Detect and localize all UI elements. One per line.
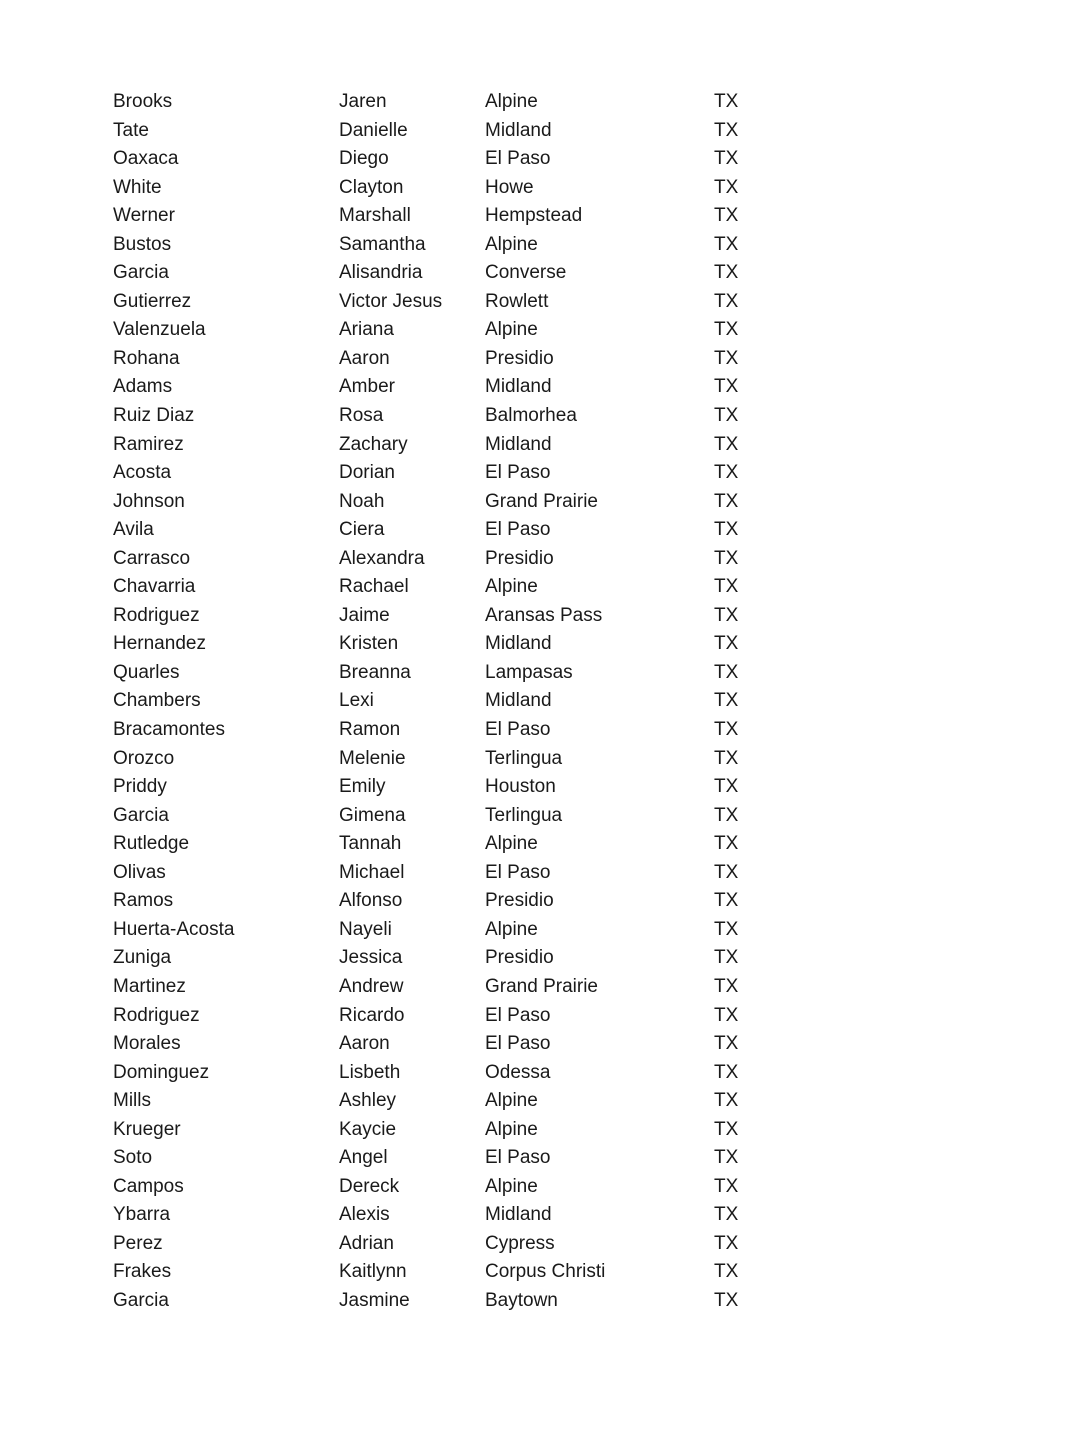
city-cell: Corpus Christi xyxy=(485,1261,606,1283)
last-name-cell: Soto xyxy=(113,1147,153,1169)
last-name-cell: Werner xyxy=(113,205,175,227)
last-name-cell: Gutierrez xyxy=(113,290,192,312)
table-row xyxy=(0,1230,1087,1259)
table-row xyxy=(0,1173,1087,1202)
last-name-cell: Rodriguez xyxy=(113,1004,200,1026)
first-name-cell: Zachary xyxy=(339,433,408,455)
state-cell: TX xyxy=(714,804,739,826)
city-cell: El Paso xyxy=(485,861,551,883)
first-name-cell: Alexis xyxy=(339,1204,390,1226)
city-cell: El Paso xyxy=(485,719,551,741)
state-cell: TX xyxy=(714,119,739,141)
state-cell: TX xyxy=(714,633,739,655)
city-cell: Converse xyxy=(485,262,567,284)
first-name-cell: Dorian xyxy=(339,462,395,484)
city-cell: Alpine xyxy=(485,918,538,940)
first-name-cell: Nayeli xyxy=(339,918,392,940)
city-cell: Midland xyxy=(485,690,552,712)
city-cell: Alpine xyxy=(485,1118,538,1140)
state-cell: TX xyxy=(714,918,739,940)
last-name-cell: Rutledge xyxy=(113,833,190,855)
state-cell: TX xyxy=(714,690,739,712)
first-name-cell: Danielle xyxy=(339,119,408,141)
table-row xyxy=(0,288,1087,317)
state-cell: TX xyxy=(714,661,739,683)
state-cell: TX xyxy=(714,1118,739,1140)
city-cell: El Paso xyxy=(485,148,551,170)
city-cell: Presidio xyxy=(485,890,554,912)
state-cell: TX xyxy=(714,347,739,369)
first-name-cell: Jessica xyxy=(339,947,403,969)
first-name-cell: Ricardo xyxy=(339,1004,405,1026)
table-row xyxy=(0,459,1087,488)
table-row xyxy=(0,316,1087,345)
city-cell: El Paso xyxy=(485,1033,551,1055)
city-cell: Alpine xyxy=(485,576,538,598)
table-row xyxy=(0,573,1087,602)
table-row xyxy=(0,859,1087,888)
table-row xyxy=(0,687,1087,716)
last-name-cell: Campos xyxy=(113,1175,184,1197)
state-cell: TX xyxy=(714,1061,739,1083)
state-cell: TX xyxy=(714,176,739,198)
last-name-cell: Olivas xyxy=(113,861,166,883)
table-row xyxy=(0,602,1087,631)
table-row xyxy=(0,88,1087,117)
first-name-cell: Rachael xyxy=(339,576,409,598)
city-cell: Midland xyxy=(485,376,552,398)
city-cell: Midland xyxy=(485,633,552,655)
last-name-cell: Avila xyxy=(113,519,154,541)
state-cell: TX xyxy=(714,405,739,427)
state-cell: TX xyxy=(714,376,739,398)
state-cell: TX xyxy=(714,462,739,484)
state-cell: TX xyxy=(714,861,739,883)
state-cell: TX xyxy=(714,1090,739,1112)
state-cell: TX xyxy=(714,148,739,170)
last-name-cell: Zuniga xyxy=(113,947,172,969)
first-name-cell: Emily xyxy=(339,776,386,798)
table-row xyxy=(0,145,1087,174)
first-name-cell: Marshall xyxy=(339,205,411,227)
first-name-cell: Ariana xyxy=(339,319,394,341)
state-cell: TX xyxy=(714,1232,739,1254)
table-row xyxy=(0,659,1087,688)
table-row xyxy=(0,916,1087,945)
state-cell: TX xyxy=(714,947,739,969)
state-cell: TX xyxy=(714,91,739,112)
last-name-cell: Tate xyxy=(113,119,149,141)
first-name-cell: Clayton xyxy=(339,176,404,198)
table-row xyxy=(0,773,1087,802)
first-name-cell: Victor Jesus xyxy=(339,290,443,312)
last-name-cell: Dominguez xyxy=(113,1061,210,1083)
first-name-cell: Lisbeth xyxy=(339,1061,401,1083)
first-name-cell: Noah xyxy=(339,490,385,512)
table-row xyxy=(0,117,1087,146)
state-cell: TX xyxy=(714,233,739,255)
city-cell: Terlingua xyxy=(485,747,563,769)
table-row xyxy=(0,259,1087,288)
first-name-cell: Tannah xyxy=(339,833,402,855)
last-name-cell: Hernandez xyxy=(113,633,206,655)
first-name-cell: Michael xyxy=(339,861,405,883)
city-cell: Rowlett xyxy=(485,290,549,312)
last-name-cell: Valenzuela xyxy=(113,319,206,341)
city-cell: El Paso xyxy=(485,462,551,484)
first-name-cell: Kaycie xyxy=(339,1118,397,1140)
city-cell: Howe xyxy=(485,176,534,198)
table-row xyxy=(0,1201,1087,1230)
city-cell: Hempstead xyxy=(485,205,583,227)
table-row xyxy=(0,1287,1087,1316)
last-name-cell: Acosta xyxy=(113,462,172,484)
city-cell: Cypress xyxy=(485,1232,555,1254)
city-cell: Odessa xyxy=(485,1061,551,1083)
last-name-cell: Quarles xyxy=(113,661,180,683)
last-name-cell: Perez xyxy=(113,1232,163,1254)
table-row xyxy=(0,231,1087,260)
city-cell: El Paso xyxy=(485,1147,551,1169)
table-row xyxy=(0,345,1087,374)
city-cell: Midland xyxy=(485,433,552,455)
state-cell: TX xyxy=(714,547,739,569)
table-row xyxy=(0,745,1087,774)
first-name-cell: Angel xyxy=(339,1147,388,1169)
first-name-cell: Jasmine xyxy=(339,1289,410,1311)
table-row xyxy=(0,973,1087,1002)
city-cell: El Paso xyxy=(485,519,551,541)
city-cell: Grand Prairie xyxy=(485,490,598,512)
city-cell: Alpine xyxy=(485,319,538,341)
state-cell: TX xyxy=(714,519,739,541)
city-cell: Grand Prairie xyxy=(485,975,598,997)
table-row xyxy=(0,488,1087,517)
state-cell: TX xyxy=(714,1204,739,1226)
last-name-cell: Brooks xyxy=(113,91,173,112)
table-row xyxy=(0,1144,1087,1173)
state-cell: TX xyxy=(714,776,739,798)
city-cell: Presidio xyxy=(485,347,554,369)
table-row xyxy=(0,1087,1087,1116)
first-name-cell: Dereck xyxy=(339,1175,400,1197)
first-name-cell: Ciera xyxy=(339,519,385,541)
last-name-cell: Ybarra xyxy=(113,1204,171,1226)
first-name-cell: Samantha xyxy=(339,233,426,255)
table-row xyxy=(0,802,1087,831)
table-row xyxy=(0,1030,1087,1059)
first-name-cell: Jaime xyxy=(339,604,390,626)
last-name-cell: Ramos xyxy=(113,890,174,912)
last-name-cell: Garcia xyxy=(113,1289,169,1311)
first-name-cell: Aaron xyxy=(339,347,390,369)
first-name-cell: Jaren xyxy=(339,91,387,112)
table-row xyxy=(0,373,1087,402)
last-name-cell: Mills xyxy=(113,1090,151,1112)
state-cell: TX xyxy=(714,719,739,741)
first-name-cell: Ramon xyxy=(339,719,401,741)
table-row xyxy=(0,202,1087,231)
first-name-cell: Aaron xyxy=(339,1033,390,1055)
table-row xyxy=(0,516,1087,545)
last-name-cell: Orozco xyxy=(113,747,175,769)
first-name-cell: Gimena xyxy=(339,804,406,826)
first-name-cell: Adrian xyxy=(339,1232,394,1254)
first-name-cell: Diego xyxy=(339,148,389,170)
first-name-cell: Rosa xyxy=(339,405,384,427)
city-cell: Alpine xyxy=(485,233,538,255)
first-name-cell: Melenie xyxy=(339,747,406,769)
first-name-cell: Kristen xyxy=(339,633,399,655)
last-name-cell: Adams xyxy=(113,376,173,398)
table-row xyxy=(0,630,1087,659)
state-cell: TX xyxy=(714,290,739,312)
state-cell: TX xyxy=(714,890,739,912)
state-cell: TX xyxy=(714,1261,739,1283)
city-cell: Presidio xyxy=(485,547,554,569)
last-name-cell: Oaxaca xyxy=(113,148,179,170)
state-cell: TX xyxy=(714,604,739,626)
state-cell: TX xyxy=(714,1147,739,1169)
city-cell: Aransas Pass xyxy=(485,604,603,626)
table-row xyxy=(0,887,1087,916)
last-name-cell: Chavarria xyxy=(113,576,196,598)
city-cell: Baytown xyxy=(485,1289,558,1311)
first-name-cell: Lexi xyxy=(339,690,374,712)
last-name-cell: Priddy xyxy=(113,776,167,798)
state-cell: TX xyxy=(714,490,739,512)
last-name-cell: Martinez xyxy=(113,975,186,997)
table-row xyxy=(0,174,1087,203)
state-cell: TX xyxy=(714,205,739,227)
table-row xyxy=(0,830,1087,859)
last-name-cell: Frakes xyxy=(113,1261,172,1283)
state-cell: TX xyxy=(714,319,739,341)
table-row xyxy=(0,545,1087,574)
table-row xyxy=(0,402,1087,431)
first-name-cell: Alisandria xyxy=(339,262,423,284)
last-name-cell: Morales xyxy=(113,1033,181,1055)
last-name-cell: Rohana xyxy=(113,347,180,369)
first-name-cell: Alexandra xyxy=(339,547,425,569)
table-row xyxy=(0,1059,1087,1088)
state-cell: TX xyxy=(714,433,739,455)
table-row xyxy=(0,716,1087,745)
last-name-cell: Rodriguez xyxy=(113,604,200,626)
state-cell: TX xyxy=(714,262,739,284)
last-name-cell: Garcia xyxy=(113,262,169,284)
state-cell: TX xyxy=(714,833,739,855)
city-cell: Terlingua xyxy=(485,804,563,826)
first-name-cell: Ashley xyxy=(339,1090,397,1112)
last-name-cell: Bustos xyxy=(113,233,172,255)
state-cell: TX xyxy=(714,747,739,769)
table-row xyxy=(0,431,1087,460)
city-cell: Presidio xyxy=(485,947,554,969)
table-row xyxy=(0,944,1087,973)
city-cell: El Paso xyxy=(485,1004,551,1026)
state-cell: TX xyxy=(714,975,739,997)
city-cell: Alpine xyxy=(485,1090,538,1112)
city-cell: Alpine xyxy=(485,91,538,112)
first-name-cell: Breanna xyxy=(339,661,411,683)
first-name-cell: Amber xyxy=(339,376,395,398)
city-cell: Lampasas xyxy=(485,661,573,683)
roster-table xyxy=(0,88,1087,1316)
table-row xyxy=(0,1116,1087,1145)
state-cell: TX xyxy=(714,1289,739,1311)
first-name-cell: Andrew xyxy=(339,975,404,997)
city-cell: Houston xyxy=(485,776,556,798)
last-name-cell: Krueger xyxy=(113,1118,181,1140)
last-name-cell: Johnson xyxy=(113,490,185,512)
city-cell: Balmorhea xyxy=(485,405,577,427)
state-cell: TX xyxy=(714,1004,739,1026)
last-name-cell: Ruiz Diaz xyxy=(113,405,195,427)
last-name-cell: Garcia xyxy=(113,804,169,826)
last-name-cell: Carrasco xyxy=(113,547,191,569)
first-name-cell: Kaitlynn xyxy=(339,1261,407,1283)
city-cell: Alpine xyxy=(485,1175,538,1197)
state-cell: TX xyxy=(714,1175,739,1197)
city-cell: Midland xyxy=(485,1204,552,1226)
city-cell: Alpine xyxy=(485,833,538,855)
state-cell: TX xyxy=(714,1033,739,1055)
last-name-cell: Ramirez xyxy=(113,433,184,455)
state-cell: TX xyxy=(714,576,739,598)
table-row xyxy=(0,1258,1087,1287)
last-name-cell: Huerta-Acosta xyxy=(113,918,235,940)
last-name-cell: Chambers xyxy=(113,690,201,712)
last-name-cell: White xyxy=(113,176,162,198)
city-cell: Midland xyxy=(485,119,552,141)
table-row xyxy=(0,1002,1087,1031)
last-name-cell: Bracamontes xyxy=(113,719,225,741)
first-name-cell: Alfonso xyxy=(339,890,403,912)
